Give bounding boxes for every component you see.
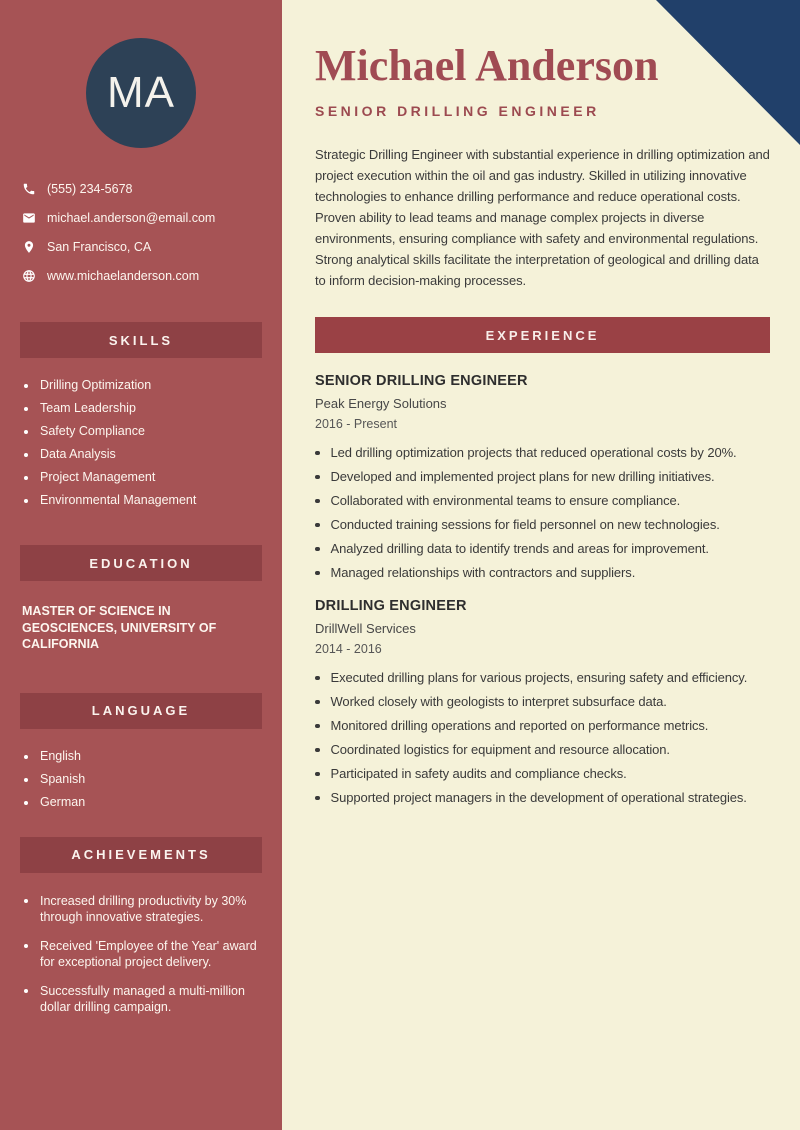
- language-label: English: [40, 748, 81, 763]
- bullet-dot: [315, 571, 320, 576]
- job-bullet: [315, 719, 770, 733]
- job-bullet-text: Collaborated with environmental teams to ensure compliance.: [330, 493, 681, 508]
- job-bullet-text: Participated in safety audits and compliance checks.: [330, 766, 627, 781]
- education-degree: MASTER OF SCIENCE IN GEOSCIENCES, UNIVERSITY OF CALIFORNIA: [22, 604, 217, 651]
- job-bullet: [315, 542, 770, 556]
- language-heading: LANGUAGE: [91, 703, 191, 718]
- language-label: German: [40, 794, 86, 809]
- achievements-section-header: [20, 837, 262, 873]
- education-heading: EDUCATION: [89, 555, 193, 571]
- achievement-text: Received 'Employee of the Year' award for exceptional project delivery.: [40, 938, 257, 969]
- bullet-dot: [315, 475, 320, 480]
- job-bullet: [315, 695, 770, 709]
- job-bullet-list: [315, 671, 770, 805]
- language-list: [24, 749, 262, 810]
- language-label: Spanish: [40, 771, 86, 786]
- avatar-initials: MA: [107, 68, 175, 117]
- job-bullet: [315, 791, 770, 805]
- achievement-text: Successfully managed a multi-million dollar drilling campaign.: [40, 983, 245, 1014]
- bullet-dot: [315, 523, 320, 528]
- summary-paragraph: Strategic Drilling Engineer with substantial experience in drilling optimization and project execution within the oil and gas industry. Skilled in utilizing innovative technologies to enhance drilling performance and reduce operational costs. Proven ability to lead teams and manage complex projects in diverse environments, ensuring compliance with safety and environmental regulations. Strong analytical skills facilitate the interpretation of geological and drilling data to inform decision-making processes.: [315, 147, 770, 288]
- contact-email: [22, 211, 262, 225]
- bullet-dot: [24, 430, 28, 434]
- contact-phone-value: (555) 234-5678: [47, 182, 133, 196]
- bullet-dot: [24, 499, 28, 503]
- bullet-dot: [24, 989, 28, 993]
- skill-label: Environmental Management: [40, 493, 197, 507]
- job-title: SENIOR DRILLING ENGINEER: [315, 373, 528, 389]
- job-bullet-text: Managed relationships with contractors and suppliers.: [330, 565, 636, 580]
- contact-location: [22, 240, 262, 254]
- job-bullet: [315, 446, 770, 460]
- list-item: [24, 772, 262, 787]
- globe-icon: [22, 269, 36, 283]
- bullet-dot: [24, 476, 28, 480]
- job-bullet-text: Supported project managers in the development of operational strategies.: [330, 790, 747, 805]
- bullet-dot: [315, 547, 320, 552]
- bullet-dot: [24, 755, 28, 759]
- skill-label: Project Management: [40, 470, 156, 484]
- contact-website: [22, 269, 262, 283]
- job-bullet: [315, 494, 770, 508]
- job-bullet-text: Led drilling optimization projects that reduced operational costs by 20%.: [330, 445, 737, 460]
- job-bullet: [315, 767, 770, 781]
- job-bullet-list: [315, 446, 770, 580]
- list-item: [24, 378, 262, 393]
- job-bullet-text: Analyzed drilling data to identify trends and areas for improvement.: [330, 541, 709, 556]
- list-item: [24, 983, 262, 1015]
- education-section-header: [20, 545, 262, 581]
- bullet-dot: [24, 407, 28, 411]
- experience-heading: EXPERIENCE: [485, 327, 600, 343]
- contact-email-value: michael.anderson@email.com: [47, 211, 216, 225]
- contact-phone: [22, 182, 262, 196]
- contact-location-value: San Francisco, CA: [47, 240, 152, 254]
- job-bullet-text: Developed and implemented project plans for new drilling initiatives.: [330, 469, 715, 484]
- achievement-text: Increased drilling productivity by 30% through innovative strategies.: [40, 893, 247, 924]
- list-item: [24, 447, 262, 462]
- experience-section-header: [315, 317, 770, 353]
- job-bullet-text: Monitored drilling operations and reported on performance metrics.: [330, 718, 709, 733]
- list-item: [24, 749, 262, 764]
- bullet-dot: [24, 944, 28, 948]
- list-item: [24, 795, 262, 810]
- main-content: [282, 0, 800, 1130]
- bullet-dot: [24, 778, 28, 782]
- list-item: [24, 401, 262, 416]
- bullet-dot: [315, 451, 320, 456]
- job-bullet: [315, 566, 770, 580]
- sidebar: [0, 0, 282, 1130]
- job-dates: 2014 - 2016: [315, 642, 382, 656]
- bullet-dot: [315, 499, 320, 504]
- job-company: DrillWell Services: [315, 621, 416, 636]
- experience-entry: [315, 598, 770, 805]
- job-bullet: [315, 743, 770, 757]
- experience-entry: [315, 373, 770, 580]
- contact-website-value: www.michaelanderson.com: [47, 269, 200, 283]
- skill-label: Team Leadership: [40, 401, 136, 415]
- job-title: DRILLING ENGINEER: [315, 598, 467, 614]
- job-bullet-text: Executed drilling plans for various projects, ensuring safety and efficiency.: [330, 670, 748, 685]
- location-pin-icon: [22, 240, 36, 254]
- bullet-dot: [315, 796, 320, 801]
- bullet-dot: [24, 384, 28, 388]
- bullet-dot: [315, 724, 320, 729]
- phone-icon: [22, 182, 36, 196]
- bullet-dot: [315, 748, 320, 753]
- achievements-heading: ACHIEVEMENTS: [71, 847, 211, 862]
- skills-heading: SKILLS: [108, 332, 174, 348]
- bullet-dot: [315, 676, 320, 681]
- job-bullet: [315, 671, 770, 685]
- bullet-dot: [315, 772, 320, 777]
- bullet-dot: [24, 899, 28, 903]
- avatar: [86, 38, 196, 148]
- language-section-header: [20, 693, 262, 729]
- job-dates: 2016 - Present: [315, 417, 397, 431]
- job-bullet-text: Coordinated logistics for equipment and resource allocation.: [330, 742, 670, 757]
- list-item: [24, 893, 262, 925]
- job-bullet: [315, 470, 770, 484]
- skill-label: Safety Compliance: [40, 424, 145, 438]
- skills-section-header: [20, 322, 262, 358]
- skill-label: Drilling Optimization: [40, 378, 152, 392]
- list-item: [24, 938, 262, 970]
- bullet-dot: [24, 801, 28, 805]
- achievements-list: [24, 893, 262, 1015]
- skill-label: Data Analysis: [40, 447, 116, 461]
- bullet-dot: [315, 700, 320, 705]
- job-bullet: [315, 518, 770, 532]
- bullet-dot: [24, 453, 28, 457]
- skills-list: [24, 378, 262, 508]
- list-item: [24, 470, 262, 485]
- job-bullet-text: Worked closely with geologists to interpret subsurface data.: [330, 694, 667, 709]
- job-headline: SENIOR DRILLING ENGINEER: [315, 103, 600, 119]
- list-item: [24, 493, 262, 508]
- email-icon: [22, 211, 36, 225]
- list-item: [24, 424, 262, 439]
- job-bullet-text: Conducted training sessions for field personnel on new technologies.: [330, 517, 720, 532]
- page-title: Michael Anderson: [315, 41, 659, 90]
- contact-section: [22, 182, 262, 283]
- job-company: Peak Energy Solutions: [315, 396, 447, 411]
